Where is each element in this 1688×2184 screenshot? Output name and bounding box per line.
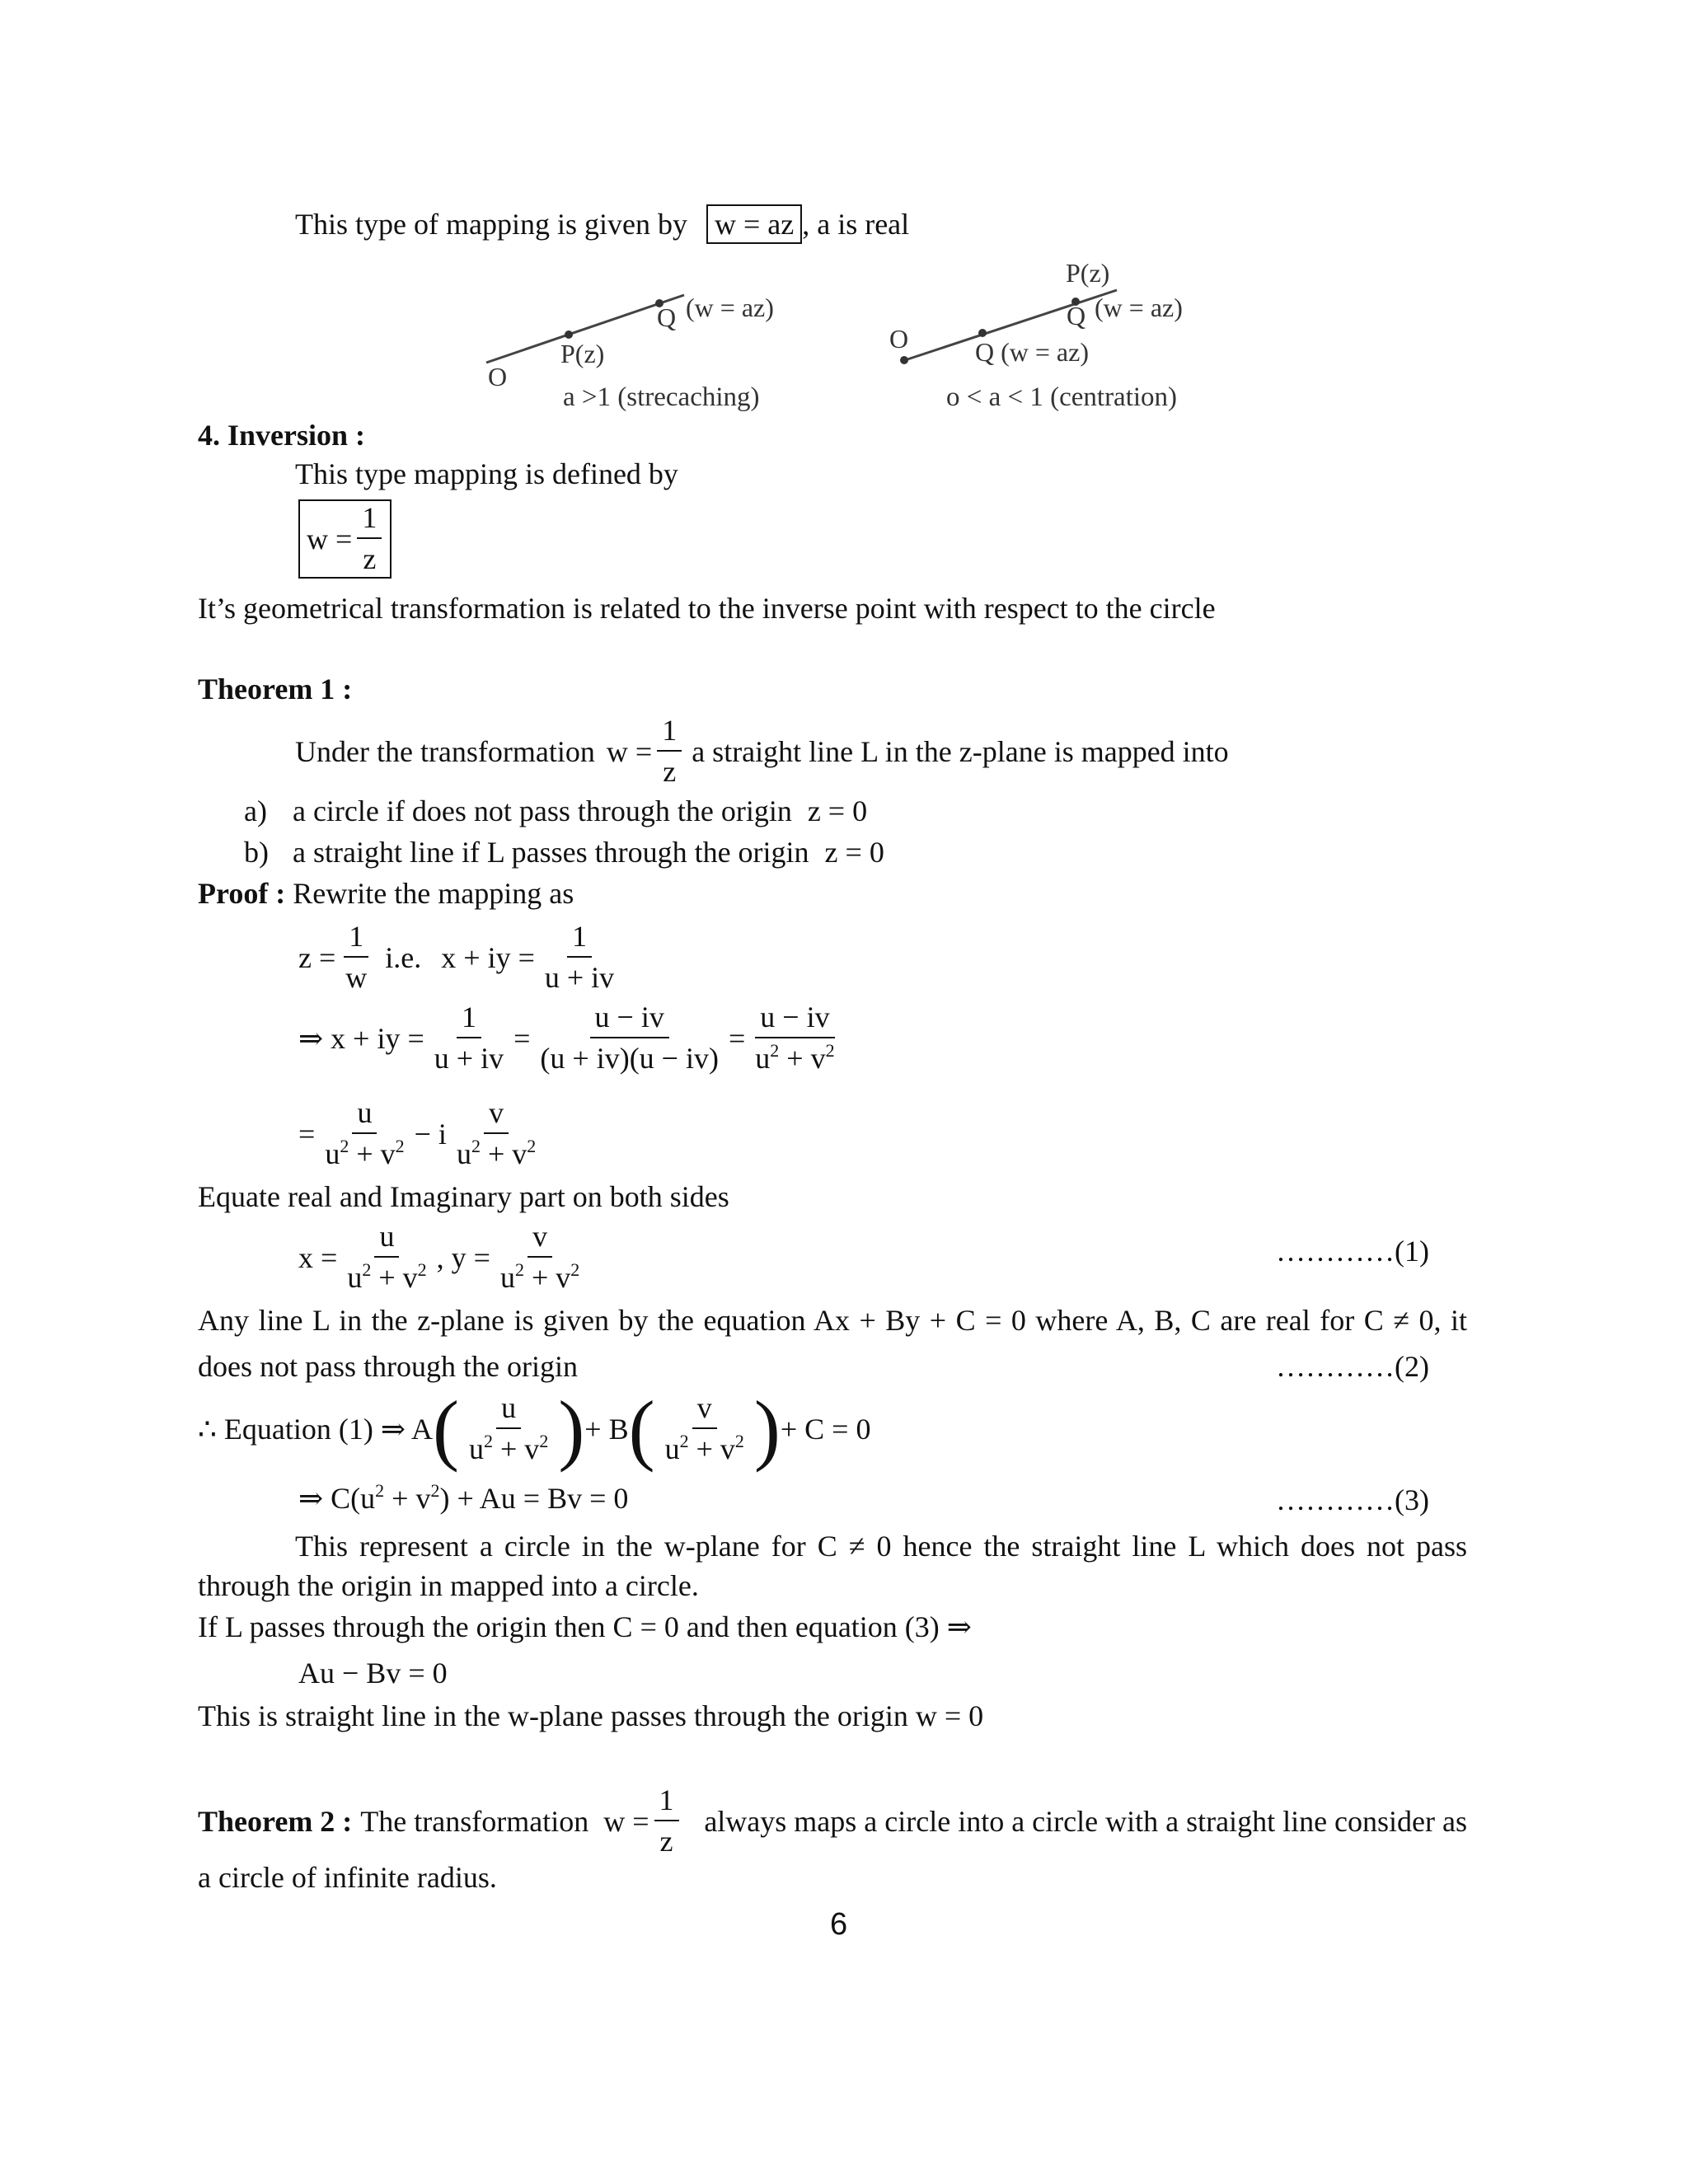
exp: 2 (679, 1430, 689, 1451)
equation-4 (298, 1221, 589, 1294)
point-q-right (978, 329, 987, 337)
eq6-post: ) + Au = Bv = 0 (439, 1482, 629, 1515)
den-v: + v (523, 1260, 571, 1294)
eq4-frac-y (495, 1221, 584, 1294)
fraction-denominator (495, 1258, 584, 1294)
equation-ref-2: …………(2) (1276, 1350, 1429, 1383)
den-u: u (347, 1260, 363, 1294)
exp: 2 (375, 1480, 385, 1501)
eq3-frac2 (452, 1098, 541, 1170)
line-paragraph-1: Any line L in the z-plane is given by the equation Ax + By + C = 0 where A, B, C are real for C ≠ 0, it (198, 1304, 1467, 1337)
theorem1-fraction (657, 715, 682, 788)
equation-5: ∴ Equation (1) ⇒ A ( $\frac{u}{u^2 + v^2}$ ) + B ( $\frac{v}{u^2 + v^2}$ ) + C = 0 (198, 1384, 871, 1473)
eq1-frac2 (540, 921, 619, 994)
fraction-denominator: z (663, 754, 677, 788)
equation-ref-1: …………(1) (1276, 1235, 1429, 1268)
item-b-label: b) (244, 836, 269, 869)
inversion-line2: It’s geometrical transformation is related to the inverse point with respect to the circle (198, 592, 1216, 625)
fraction-denominator (342, 1258, 431, 1294)
fraction-denominator: (u + iv)(u − iv) (540, 1041, 719, 1075)
theorem1-heading: Theorem 1 : (198, 673, 353, 705)
exp: 2 (471, 1135, 481, 1156)
label-q-right: Q (1067, 301, 1086, 330)
inversion-formula-lhs: w = (307, 522, 353, 555)
exp: 2 (770, 1039, 780, 1061)
exp: 2 (570, 1258, 580, 1280)
theorem1-statement-suffix: a straight line L in the z-plane is mapped into (692, 734, 1229, 768)
fraction-denominator (320, 1134, 409, 1170)
exp: 2 (825, 1039, 835, 1061)
label-p-right: P(z) (1066, 258, 1110, 288)
fraction-denominator (464, 1429, 553, 1465)
intro-prefix: This type of mapping is given by (295, 208, 687, 241)
inversion-line1: This type mapping is defined by (295, 457, 678, 490)
intro-line (295, 209, 909, 239)
page-number: 6 (830, 1907, 848, 1942)
den-u: u (755, 1041, 771, 1075)
exp: 2 (340, 1135, 349, 1156)
label-w-right: (w = az) (1095, 293, 1183, 322)
den-v: + v (688, 1432, 735, 1465)
point-o-right (900, 356, 908, 364)
item-a-label: a) (244, 794, 267, 827)
exp: 2 (362, 1258, 372, 1280)
den-v: + v (779, 1041, 826, 1075)
theorem2-heading: Theorem 2 : (198, 1804, 353, 1838)
caption-right: o < a < 1 (centration) (946, 382, 1178, 412)
theorem2-suffix: always maps a circle into a circle with a straight line consider as (704, 1804, 1467, 1838)
intro-suffix: , a is real (802, 208, 910, 241)
point-p-left (565, 330, 573, 339)
fraction-numerator: v (528, 1221, 552, 1258)
label-q-left: Q (657, 302, 677, 332)
fraction-denominator: u + iv (434, 1041, 504, 1075)
exp: 2 (395, 1135, 405, 1156)
proof-intro (198, 879, 574, 908)
den-u: u (664, 1432, 680, 1465)
final-text: This is straight line in the w-plane passes through the origin w = 0 (198, 1699, 984, 1732)
eq5-therefore: ∴ Equation (1) ⇒ A (198, 1412, 434, 1446)
equation-2 (298, 1002, 845, 1075)
proof-intro-text: Rewrite the mapping as (293, 877, 574, 910)
fraction-numerator: v (692, 1393, 717, 1429)
fraction-numerator: 1 (657, 715, 682, 752)
theorem1-item-a (244, 796, 867, 826)
eq2-equals-2: = (728, 1021, 746, 1055)
equation-1 (298, 921, 624, 994)
inversion-formula (298, 499, 392, 579)
item-a-text: a circle if does not pass through the origin (292, 794, 792, 827)
fraction-denominator (452, 1134, 541, 1170)
eq5-frac-u (464, 1393, 553, 1465)
den-u: u (325, 1137, 340, 1170)
item-b-eq: z = 0 (824, 836, 884, 869)
eq5-plus-b: + B (584, 1412, 629, 1446)
den-u: u (469, 1432, 484, 1465)
equation-6 (298, 1480, 629, 1515)
exp: 2 (417, 1258, 427, 1280)
eq5-plus-c: + C = 0 (780, 1412, 871, 1446)
circle-paragraph-2: through the origin in mapped into a circle. (198, 1569, 699, 1602)
passes-text: If L passes through the origin then C = 0 and then equation (3) ⇒ (198, 1610, 972, 1643)
theorem2-line2: a circle of infinite radius. (198, 1861, 497, 1894)
theorem1-statement-prefix: Under the transformation (295, 734, 595, 768)
eq4-y: , y = (436, 1240, 490, 1274)
caption-left: a >1 (strecaching) (563, 382, 760, 412)
theorem2-line1 (198, 1785, 1467, 1858)
eq2-frac1 (429, 1002, 509, 1075)
den-v: + v (480, 1137, 528, 1170)
inversion-formula-fraction (357, 503, 382, 575)
eq1-frac1 (340, 921, 372, 994)
theorem2-fraction (654, 1785, 679, 1858)
theorem2-prefix: The transformation (360, 1804, 589, 1838)
exp: 2 (514, 1258, 524, 1280)
fraction-numerator: 1 (654, 1785, 679, 1821)
inversion-heading: 4. Inversion : (198, 419, 366, 452)
fraction-numerator: 1 (344, 921, 368, 958)
eq2-frac3 (750, 1002, 839, 1075)
eq3-lhs: = (298, 1117, 316, 1151)
fraction-numerator: 1 (357, 503, 382, 539)
fraction-numerator: u − iv (590, 1002, 669, 1038)
fraction-numerator: u (352, 1098, 377, 1134)
theorem1-item-b (244, 837, 884, 867)
theorem1-statement-lhs: w = (606, 734, 653, 768)
equation-7: Au − Bv = 0 (298, 1657, 448, 1690)
den-v: + v (349, 1137, 396, 1170)
eq2-lhs: ⇒ x + iy = (298, 1021, 424, 1055)
eq6-pre: ⇒ C(u (298, 1482, 376, 1515)
exp: 2 (430, 1480, 440, 1501)
fraction-denominator: z (659, 1824, 673, 1858)
eq5-frac-v (660, 1393, 749, 1465)
label-o-left: O (488, 362, 508, 391)
fraction-denominator: u + iv (544, 960, 615, 994)
eq1-ie: i.e. (385, 940, 422, 974)
label-w-left: (w = az) (686, 293, 774, 322)
eq1-lhs: z = (298, 940, 336, 974)
item-b-text: a straight line if L passes through the origin (293, 836, 809, 869)
exp: 2 (527, 1135, 537, 1156)
den-v: + v (371, 1260, 418, 1294)
exp: 2 (539, 1430, 549, 1451)
intro-formula-box: w = az (706, 204, 802, 244)
eq1-mid: x + iy = (441, 940, 535, 974)
eq4-frac-x (342, 1221, 431, 1294)
item-a-eq: z = 0 (807, 794, 868, 827)
exp: 2 (734, 1430, 744, 1451)
exp: 2 (484, 1430, 493, 1451)
fraction-denominator (660, 1429, 749, 1465)
diagram-stretching (486, 293, 774, 412)
eq4-x: x = (298, 1240, 338, 1274)
eq3-minus-i: − i (414, 1117, 447, 1151)
equate-text: Equate real and Imaginary part on both sides (198, 1180, 729, 1213)
eq6-mid: + v (384, 1482, 431, 1515)
label-qw-right: Q (w = az) (975, 337, 1089, 367)
equation-3 (298, 1098, 546, 1170)
label-o-right: O (889, 324, 909, 354)
theorem1-statement (295, 715, 1229, 788)
label-p-left: P(z) (560, 339, 605, 368)
fraction-numerator: u (374, 1221, 399, 1258)
theorem2-lhs: w = (603, 1804, 649, 1838)
proof-label: Proof : (198, 877, 286, 910)
fraction-denominator: w (345, 960, 368, 994)
den-u: u (456, 1137, 471, 1170)
circle-paragraph-1: This represent a circle in the w-plane for C ≠ 0 hence the straight line L which does not pass (295, 1530, 1467, 1563)
diagram-contraction (889, 258, 1183, 412)
line-paragraph-2: does not pass through the origin (198, 1350, 578, 1383)
equation-ref-3: …………(3) (1276, 1483, 1429, 1516)
theorem2-left (198, 1785, 684, 1858)
fraction-numerator: v (484, 1098, 509, 1134)
fraction-numerator: 1 (567, 921, 592, 958)
fraction-denominator: z (363, 541, 377, 575)
den-u: u (499, 1260, 515, 1294)
den-v: + v (493, 1432, 540, 1465)
fraction-numerator: u − iv (755, 1002, 834, 1038)
eq2-frac2 (535, 1002, 724, 1075)
eq3-frac1 (320, 1098, 409, 1170)
fraction-numerator: 1 (457, 1002, 481, 1038)
fraction-denominator (750, 1038, 839, 1075)
eq2-equals: = (513, 1021, 531, 1055)
fraction-numerator: u (496, 1393, 521, 1429)
